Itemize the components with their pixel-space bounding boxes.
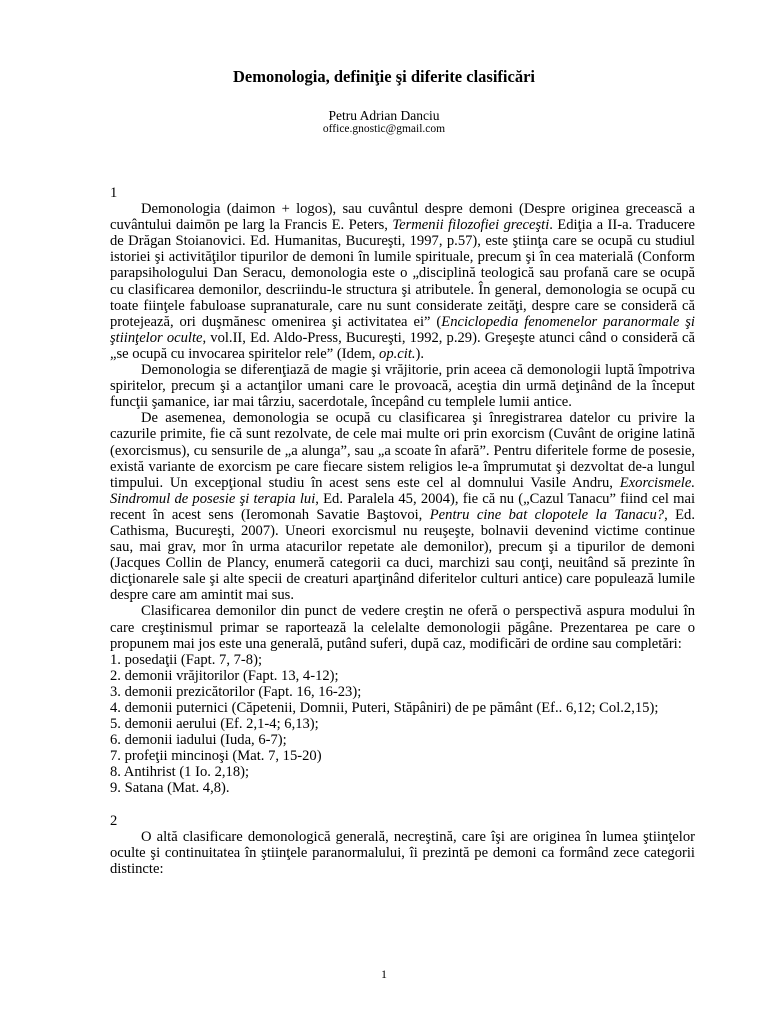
list-item: 1. posedaţii (Fapt. 7, 7-8); <box>110 651 262 668</box>
italic-title: Pentru cine bat clopotele la Tanacu? <box>429 506 665 523</box>
list-item: 5. demonii aerului (Ef. 2,1-4; 6,13); <box>110 716 319 733</box>
paragraph: De asemenea, demonologia se ocupă cu clasificarea şi înregistrarea datelor cu privire la cazurile primite, fie că sunt rezolvate, de cele mai multe ori prin exorcism (Cuvânt de origine latină (exorcismus), cu sensurile de „a alunga”, sau „a scoate în afară”. Pentru diferitele forme de posesie, există variante de exorcism pe care fiecare sistem religios le-a împrumutat şi dezvoltat de-a lungul timpului. Un excepţional studiu în acest sens este cel al domnului Vasile Andru, Exorcismele. Sindromul de posesie şi terapia lui, Ed. Paralela 45, 2004), fie că nu („Cazul Tanacu” fiind cel mai recent în acest sens (Ieromonah Savatie Baştovoi, Pentru cine bat clopotele la Tanacu?, Ed. Cathisma, Bucureşti, 2007). Uneori exorcismul nu reuşeşte, bolnavii devenind victime continue sau, mai grav, mor în urma atacurilor repetate ale demonilor), precum şi a tipurilor de demoni (Jacques Collin de Plancy, enumeră categorii ca duci, marchizi sau conţi, neuitând să prezinte în dicţionarele sale şi alte specii de creaturi aparţinând diferitelor culturi antice) care populează lumile despre care am amintit mai sus. <box>110 410 696 604</box>
paragraph: O altă clasificare demonologică generală, necreştină, care îşi are originea în lumea ştiinţelor oculte şi continuitatea în ştiinţele paranormalului, îi prezintă pe demoni ca formând zece categorii distincte: <box>110 828 695 877</box>
section-number: 2 <box>110 812 118 829</box>
italic-title: op.cit. <box>379 345 416 362</box>
list-item: 4. demonii puternici (Căpetenii, Domnii, Puteri, Stăpâniri) de pe pământ (Ef.. 6,12; Col.2,15); <box>110 700 659 716</box>
paragraph: Clasificarea demonilor din punct de vedere creştin ne oferă o perspectivă aspura modului în care creştinismul primar se raportează la celelalte demonologii păgâne. Prezentarea pe care o propunem mai jos este una generală, putând suferi, după caz, modificări de ordine sau completări: <box>110 603 695 652</box>
author-email: office.gnostic@gmail.com <box>322 123 446 135</box>
list-item: 9. Satana (Mat. 4,8). <box>110 780 230 797</box>
list-item: 8. Antihrist (1 Io. 2,18); <box>110 764 250 781</box>
paragraph: Demonologia (daimon + logos), sau cuvântul despre demoni (Despre originea grecească a cuvântului daimōn pe larg la Francis E. Peters, Termenii filozofiei greceşti. Ediţia a II-a. Traducere de Drăgan Stoianovici. Ed. Humanitas, Bucureşti, 1997, p.57), este ştiinţa care se ocupă cu studiul istoriei şi activităţilor tipurilor de demoni în lumile spirituale, precum şi în cea materială (Conform parapsihologului Dan Seracu, demonologia este o „disciplină teologică sau profană care se ocupă cu clasificarea demonilor, descriindu-le structura şi atributele. În general, demonologia se ocupă cu toate fiinţele fabuloase supranaturale, care nu sunt considerate zeităţi, despre care se consideră că protejează, ori duşmănesc omenirea şi activitatea ei” (Enciclopedia fenomenelor paranormale şi ştiinţelor oculte, vol.II, Ed. Aldo-Press, Bucureşti, 1992, p.29). Greşeşte atunci când o consideră că „se ocupă cu invocarea spiritelor rele” (Idem, op.cit.). <box>110 201 695 362</box>
demon-classification-list <box>110 652 695 797</box>
author-name: Petru Adrian Danciu <box>328 108 440 123</box>
document-title: Demonologia, definiţie şi diferite clasificări <box>233 67 535 86</box>
list-item: 2. demonii vrăjitorilor (Fapt. 13, 4-12); <box>110 667 339 684</box>
italic-title: Exorcismele. Sindromul de posesie şi terapia lui <box>110 474 695 507</box>
document-body <box>110 185 695 877</box>
list-item: 3. demonii prezicătorilor (Fapt. 16, 16-23); <box>110 683 362 700</box>
section-number: 1 <box>110 185 118 201</box>
list-item: 6. demonii iadului (Iuda, 6-7); <box>110 732 287 749</box>
italic-title: Termenii filozofiei greceşti <box>392 217 550 234</box>
list-item: 7. profeţii mincinoşi (Mat. 7, 15-20) <box>110 748 322 765</box>
section-spacer <box>110 797 695 813</box>
page-number: 1 <box>381 967 387 981</box>
italic-title: Enciclopedia fenomenelor paranormale şi ştiinţelor oculte <box>110 313 695 346</box>
paragraph: Demonologia se diferenţiază de magie şi vrăjitorie, prin aceea că demonologii luptă împotriva spiritelor, precum şi a actanţilor umani care le provoacă, aceştia din urmă deţinând de la început funcţii şamanice, iar mai târziu, sacerdotale, începând cu templele lumii antice. <box>110 362 695 411</box>
